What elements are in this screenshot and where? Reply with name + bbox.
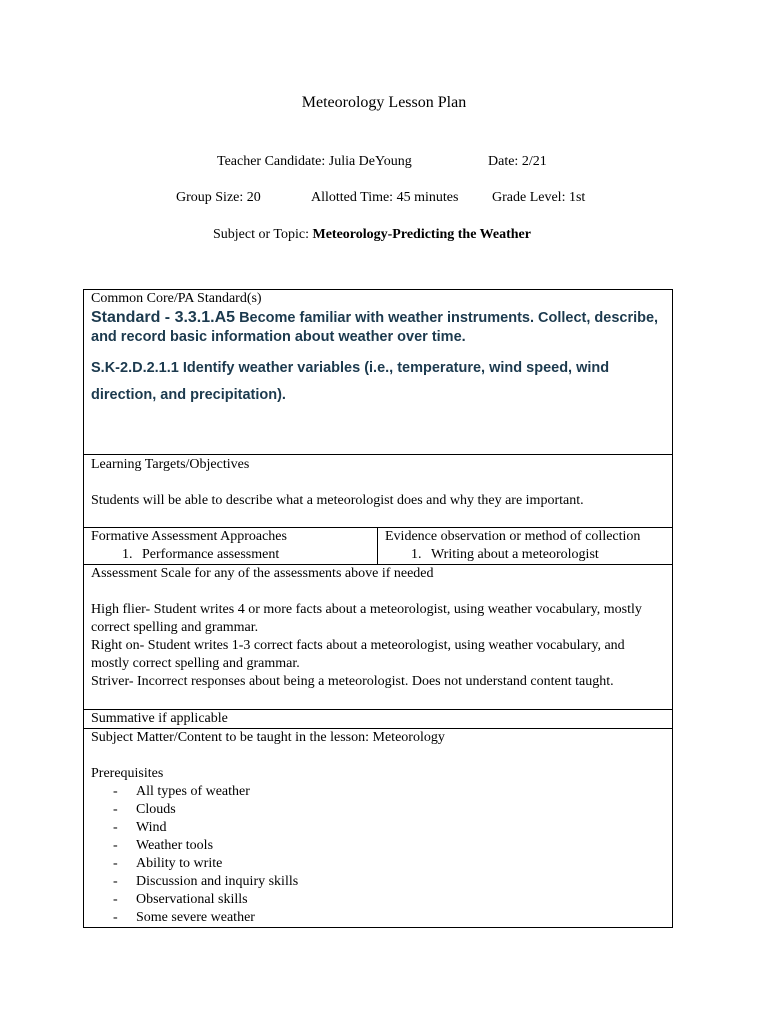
standard-1-text: Become familiar with weather instruments. Collect, describe, and record basic information about weather over time. <box>91 310 659 345</box>
formative-list <box>91 546 370 564</box>
subject-topic <box>213 226 531 244</box>
subject-label: Subject or Topic: <box>213 227 313 242</box>
list-item: - Weather tools <box>113 837 665 855</box>
scale-striver: Striver- Incorrect responses about being a meteorologist. Does not understand content taught. <box>91 674 614 689</box>
list-item: 1. Writing about a meteorologist <box>425 546 665 564</box>
subject-matter-cell <box>84 729 673 928</box>
list-item: - All types of weather <box>113 783 665 801</box>
scale-high-flier: High flier- Student writes 4 or more facts about a meteorologist, using weather vocabulary, mostly correct spelling and grammar. <box>91 602 642 635</box>
group-size: Group Size: 20 <box>176 190 261 205</box>
list-item: - Observational skills <box>113 891 665 909</box>
list-item: - Ability to write <box>113 855 665 873</box>
evidence-cell <box>378 528 673 565</box>
list-item: - Some severe weather <box>113 909 665 927</box>
formative-heading: Formative Assessment Approaches <box>91 529 287 544</box>
assessment-scale-cell <box>84 565 673 710</box>
summative-heading: Summative if applicable <box>91 711 228 726</box>
lesson-plan-table <box>83 289 673 928</box>
allotted-time: Allotted Time: 45 minutes <box>311 190 459 205</box>
summative-cell <box>84 710 673 729</box>
standard-2: S.K-2.D.2.1.1 Identify weather variables (i.e., temperature, wind speed, wind direction, and precipitation). <box>91 360 610 403</box>
prerequisites-list <box>91 783 665 927</box>
grade-level: Grade Level: 1st <box>492 190 586 205</box>
list-item: - Wind <box>113 819 665 837</box>
objectives-cell <box>84 455 673 528</box>
list-item: - Discussion and inquiry skills <box>113 873 665 891</box>
teacher-candidate: Teacher Candidate: Julia DeYoung <box>217 154 412 169</box>
scale-heading: Assessment Scale for any of the assessments above if needed <box>91 566 434 581</box>
scale-right-on: Right on- Student writes 1-3 correct facts about a meteorologist, using weather vocabulary, and mostly correct spelling and grammar. <box>91 638 625 671</box>
page-title: Meteorology Lesson Plan <box>301 94 467 111</box>
prerequisites-heading: Prerequisites <box>91 766 164 781</box>
list-item: 1. Performance assessment <box>136 546 370 564</box>
lesson-date: Date: 2/21 <box>488 154 547 169</box>
objectives-text: Students will be able to describe what a meteorologist does and why they are important. <box>91 493 584 508</box>
standards-heading: Common Core/PA Standard(s) <box>91 291 262 306</box>
evidence-heading: Evidence observation or method of collection <box>385 529 641 544</box>
standards-cell <box>84 290 673 455</box>
standard-1-code: Standard - 3.3.1.A5 <box>91 309 236 326</box>
formative-cell <box>84 528 378 565</box>
standard-1 <box>91 308 665 347</box>
evidence-list <box>385 546 665 564</box>
subject-matter-heading: Subject Matter/Content to be taught in the lesson: Meteorology <box>91 730 445 745</box>
subject-value: Meteorology-Predicting the Weather <box>312 227 531 242</box>
objectives-heading: Learning Targets/Objectives <box>91 457 250 472</box>
list-item: - Clouds <box>113 801 665 819</box>
